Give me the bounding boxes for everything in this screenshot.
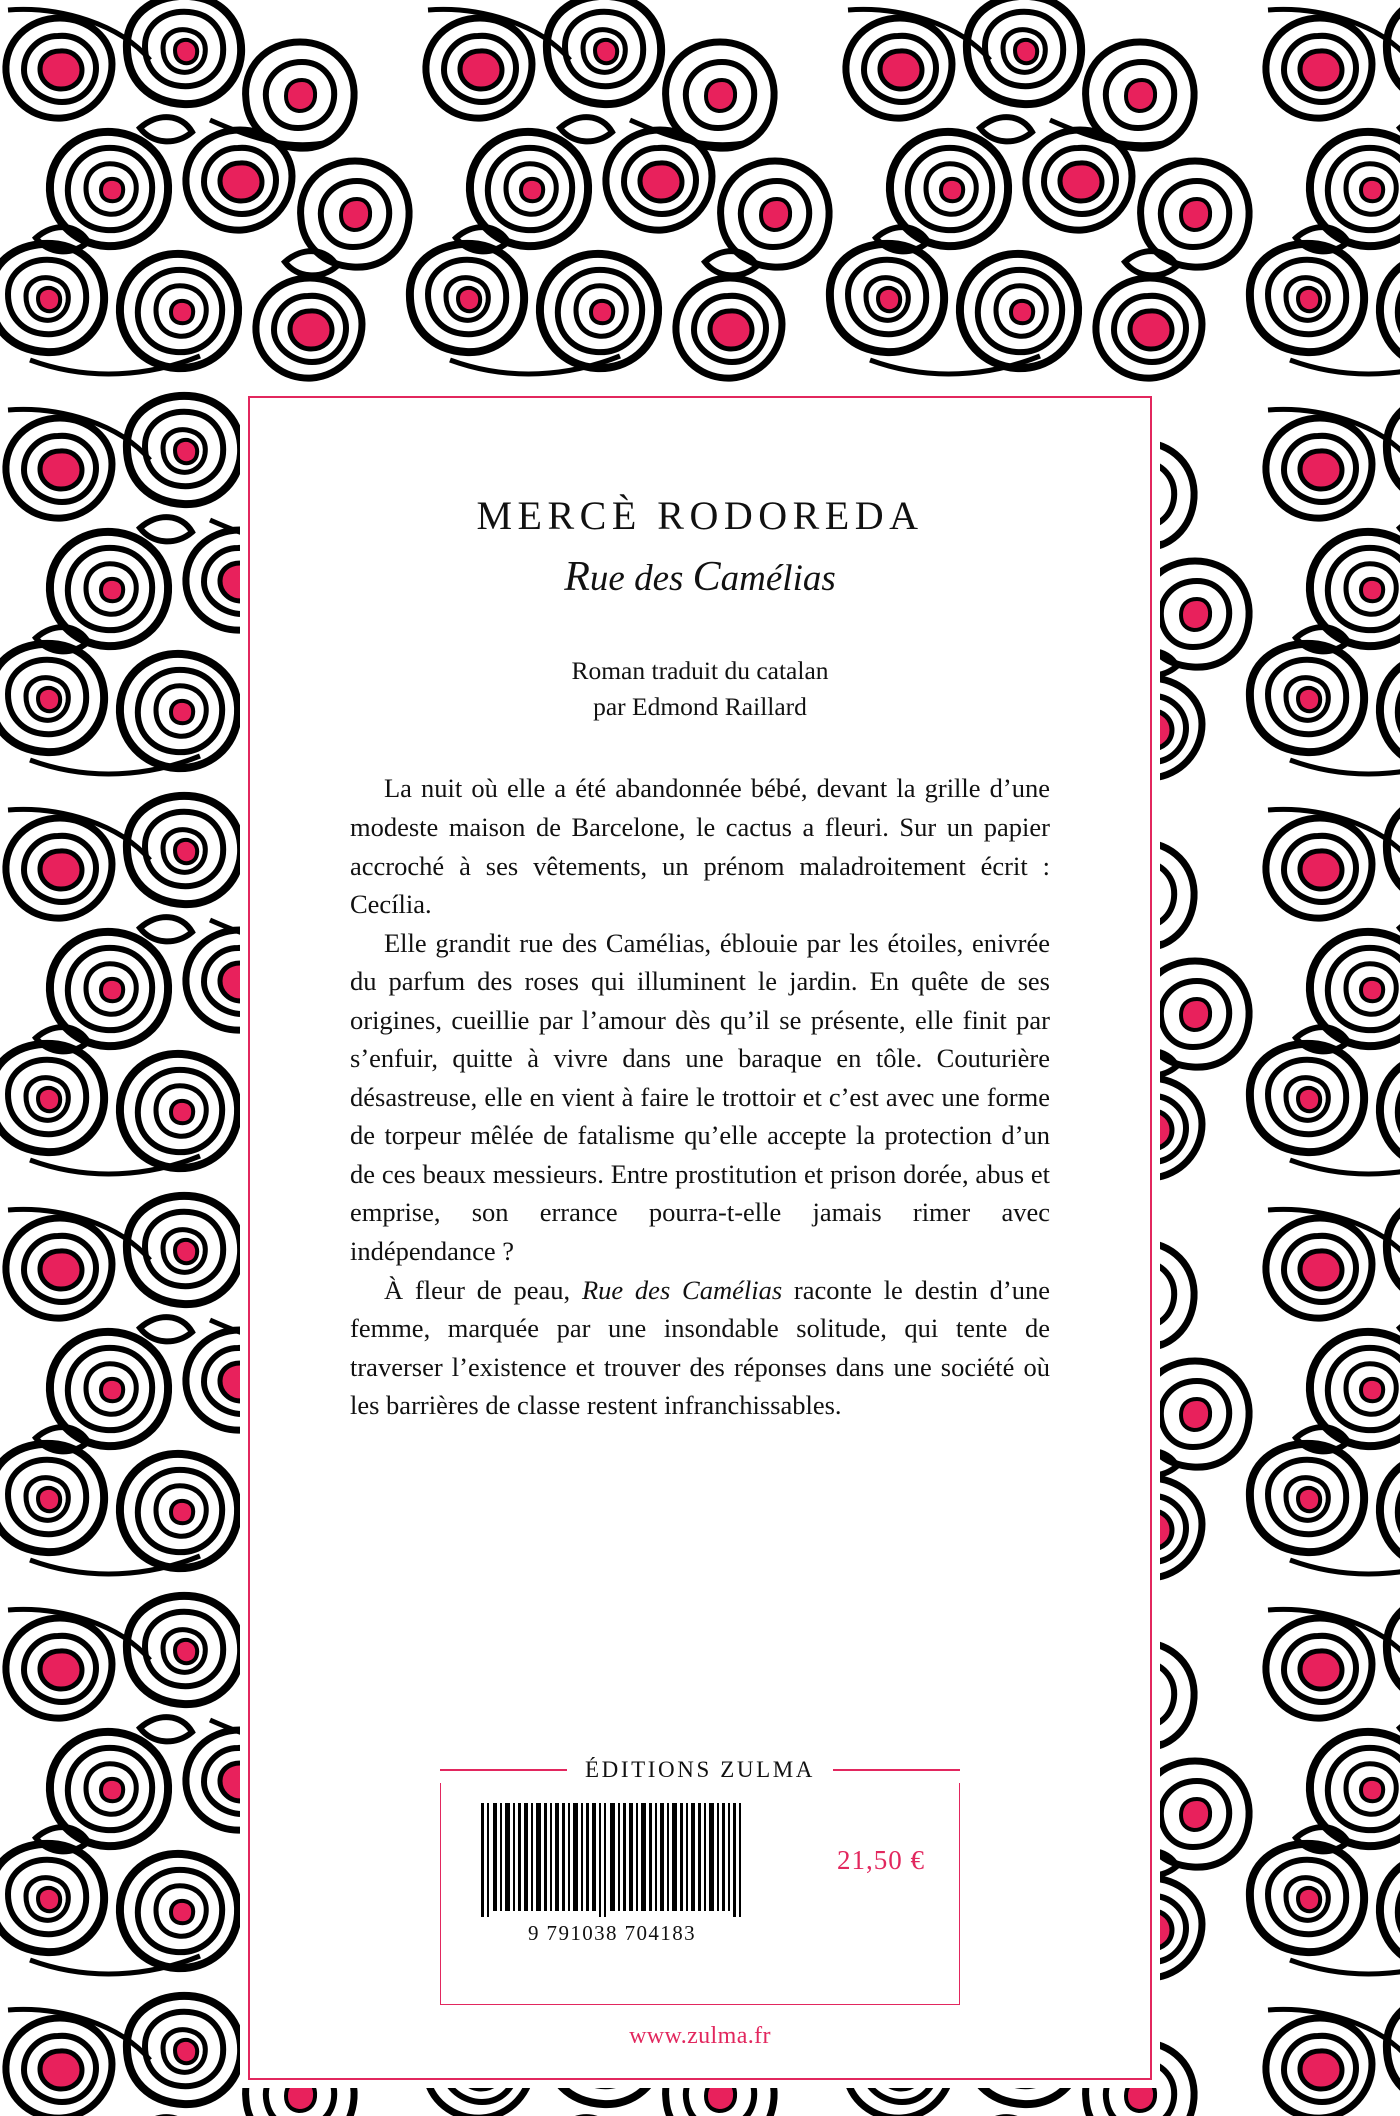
cover-footer bbox=[248, 1757, 1152, 2050]
blurb-paragraph-1: La nuit où elle a été abandonnée bébé, devant la grille d’une modeste maison de Barcelone, le cactus a fleuri. Sur un papier accroché à ses vêtements, un prénom maladroitement écrit : Cecília. bbox=[350, 773, 1050, 920]
publisher-box bbox=[440, 1783, 960, 2005]
publisher-name: ÉDITIONS ZULMA bbox=[585, 1757, 815, 1782]
blurb-paragraph-3 bbox=[350, 1271, 1050, 1425]
blurb-p3-seg-1: À fleur de peau, bbox=[384, 1274, 582, 1305]
blurb-text bbox=[350, 769, 1050, 1424]
ean13-barcode bbox=[477, 1801, 747, 1919]
isbn-number: 9 791038 704183 bbox=[528, 1921, 696, 1945]
blurb-p3-seg-3: raconte le destin d’une femme, marquée par une insondable solitude, qui tente de traverser l’existence et trouver des réponses dans une société où les barrières de classe restent infranchissables. bbox=[350, 1274, 1051, 1421]
title-part-2: ue des bbox=[589, 558, 693, 599]
translation-line-1: Roman traduit du catalan bbox=[571, 656, 829, 685]
blurb-p3-title-italic: Rue des Camélias bbox=[581, 1274, 783, 1305]
title-part-1: R bbox=[564, 554, 590, 600]
price-label: 21,50 € bbox=[837, 1845, 925, 1875]
publisher-website[interactable]: www.zulma.fr bbox=[629, 2023, 771, 2049]
translation-credit bbox=[248, 653, 1152, 725]
publisher-rule-right bbox=[833, 1769, 960, 1771]
back-cover-content bbox=[248, 396, 1152, 2080]
translation-line-2: par Edmond Raillard bbox=[593, 692, 807, 722]
barcode-block bbox=[477, 1801, 747, 1946]
title-part-4: amélias bbox=[720, 558, 836, 599]
publisher-line bbox=[440, 1757, 960, 1783]
book-author: MERCÈ RODOREDA bbox=[476, 493, 924, 538]
book-title bbox=[248, 553, 1152, 601]
publisher-rule-left bbox=[440, 1769, 567, 1771]
blurb-paragraph-2: Elle grandit rue des Camélias, éblouie par les étoiles, enivrée du parfum des roses qui illuminent le jardin. En quête de ses origines, cueillie par l’amour dès qu’il se présente, elle finit par s’enfuir, quitte à vivre dans une baraque en tôle. Couturière désastreuse, elle en vient à faire le trottoir et c’est avec une forme de torpeur mêlée de fatalisme qu’elle accepte la protection d’un de ces beaux messieurs. Entre prostitution et prison dorée, abus et emprise, son errance pourra-t-elle jamais rimer avec indépendance ? bbox=[350, 927, 1050, 1266]
title-part-3: C bbox=[692, 554, 721, 600]
